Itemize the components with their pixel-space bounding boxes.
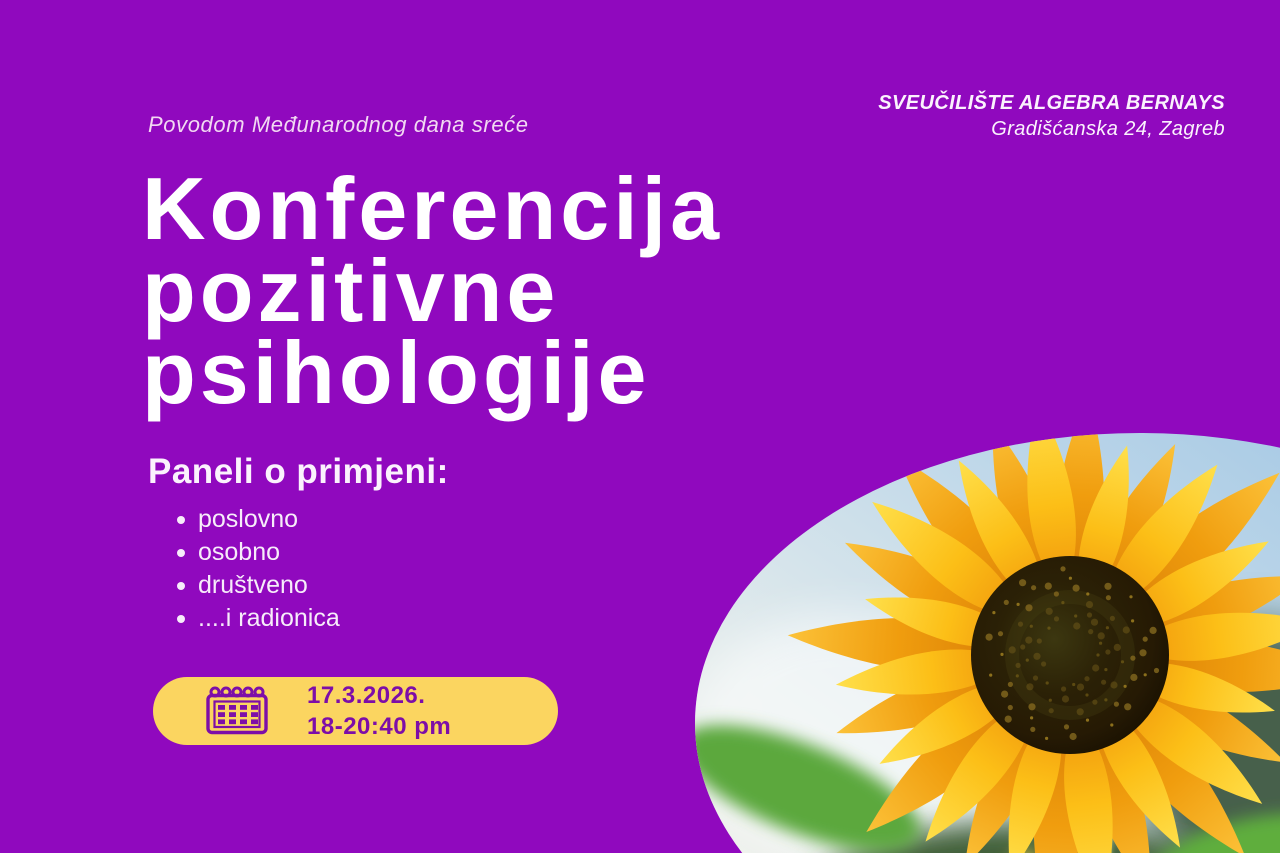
title-line-1: Konferencija <box>142 159 724 258</box>
organization-address: Gradišćanska 24, Zagreb <box>991 118 1225 140</box>
list-item: poslovno <box>148 503 340 536</box>
list-item: ....i radionica <box>148 602 340 635</box>
sunflower-photo <box>695 433 1280 853</box>
occasion-text: Povodom Međunarodnog dana sreće <box>148 112 529 137</box>
panels-heading: Paneli o primjeni: <box>148 452 449 491</box>
event-date-pill <box>153 677 558 745</box>
calendar-grid <box>218 705 258 724</box>
list-item: osobno <box>148 536 340 569</box>
panel-list <box>148 503 340 635</box>
calendar-icon <box>205 685 269 737</box>
event-date: 17.3.2026. <box>307 682 426 709</box>
event-datetime <box>307 680 451 742</box>
organization-block <box>878 90 1225 142</box>
list-item: društveno <box>148 569 340 602</box>
page-title <box>142 159 724 422</box>
title-line-3: psihologije <box>142 323 651 422</box>
photo-blob <box>695 433 1280 853</box>
event-time: 18-20:40 pm <box>307 713 452 740</box>
organization-name: SVEUČILIŠTE ALGEBRA BERNAYS <box>878 92 1225 114</box>
title-line-2: pozitivne <box>142 241 560 340</box>
